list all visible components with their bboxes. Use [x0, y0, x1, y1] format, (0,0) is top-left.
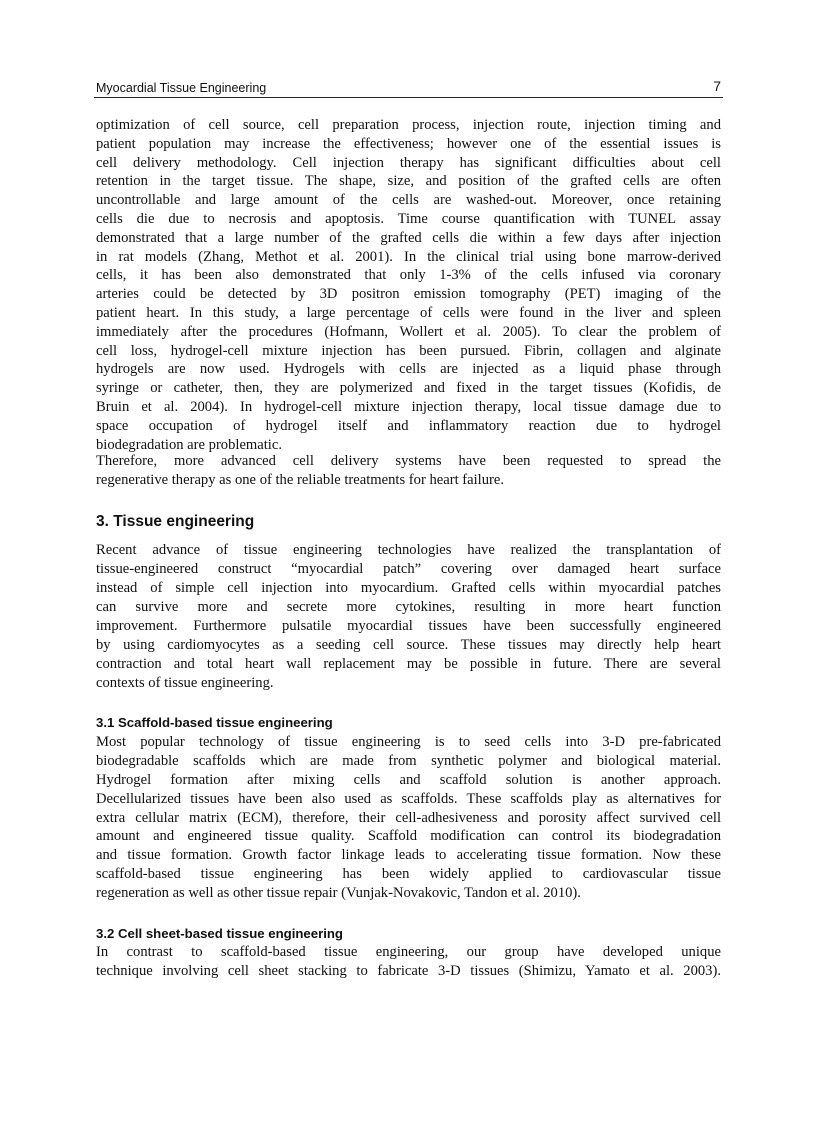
text-line: uncontrollable and large amount of the cells are washed-out. Moreover, once retaining: [96, 192, 721, 209]
text-line: tissue-engineered construct “myocardial patch” covering over damaged heart surface: [96, 561, 721, 577]
text-line: amount and engineered tissue quality. Scaffold modification can control its biodegradation: [96, 828, 721, 845]
header-rule: [94, 97, 723, 98]
text-line: contexts of tissue engineering.: [96, 675, 274, 691]
text-line: cell delivery methodology. Cell injection therapy has significant difficulties about cell: [96, 154, 721, 171]
paragraph-cell-delivery: [96, 116, 721, 454]
text-line: syringe or catheter, then, they are polymerized and fixed in the target tissues (Kofidis, de: [96, 380, 721, 397]
text-line: instead of simple cell injection into myocardium. Grafted cells within myocardial patches: [96, 580, 721, 596]
text-line: hydrogels are now used. Hydrogels with cells are injected as a liquid phase through: [96, 361, 721, 378]
section-heading-tissue-engineering: 3. Tissue engineering: [96, 513, 255, 530]
paragraph-scaffold: [96, 733, 721, 903]
text-line: patient heart. In this study, a large percentage of cells were found in the liver and spleen: [96, 304, 721, 321]
text-line: Bruin et al. 2004). In hydrogel-cell mixture injection therapy, local tissue damage due to: [96, 398, 721, 415]
text-line: arteries could be detected by 3D positron emission tomography (PET) imaging of the: [96, 286, 721, 303]
page-number: 7: [713, 78, 721, 94]
text-line: Most popular technology of tissue engineering is to seed cells into 3-D pre-fabricated: [96, 734, 721, 750]
text-line: cell loss, hydrogel-cell mixture injection has been pursued. Fibrin, collagen and alginate: [96, 342, 721, 359]
paragraph-therefore: [96, 452, 721, 490]
text-line: patient population may increase the effectiveness; however one of the essential issues is: [96, 135, 721, 152]
text-line: Decellularized tissues have been also used as scaffolds. These scaffolds play as alternatives for: [96, 790, 721, 807]
running-title: Myocardial Tissue Engineering: [96, 81, 267, 95]
text-line: Recent advance of tissue engineering technologies have realized the transplantation of: [96, 542, 721, 558]
paragraph-tissue-engineering: [96, 541, 721, 693]
text-line: immediately after the procedures (Hofmann, Wollert et al. 2005). To clear the problem of: [96, 323, 721, 340]
text-line: by using cardiomyocytes as a seeding cell source. These tissues may directly help heart: [96, 637, 721, 653]
text-line: technique involving cell sheet stacking to fabricate 3-D tissues (Shimizu, Yamato et al. 2003).: [96, 962, 721, 979]
text-line: biodegradable scaffolds which are made from synthetic polymer and biological material.: [96, 752, 721, 769]
text-line: demonstrated that a large number of the grafted cells die within a few days after injection: [96, 229, 721, 246]
text-line: and tissue formation. Growth factor linkage leads to accelerating tissue formation. Now these: [96, 847, 721, 864]
text-line: improvement. Furthermore pulsatile myocardial tissues have been successfully engineered: [96, 618, 721, 634]
text-line: optimization of cell source, cell preparation process, injection route, injection timing and: [96, 117, 721, 133]
text-line: space occupation of hydrogel itself and inflammatory reaction due to hydrogel: [96, 417, 721, 434]
text-line: Therefore, more advanced cell delivery systems have been requested to spread the: [96, 453, 721, 469]
text-line: cells die due to necrosis and apoptosis. Time course quantification with TUNEL assay: [96, 210, 721, 227]
text-line: scaffold-based tissue engineering has been widely applied to cardiovascular tissue: [96, 866, 721, 883]
text-line: contraction and total heart wall replacement may be possible in future. There are several: [96, 656, 721, 672]
paragraph-cell-sheet: [96, 943, 721, 981]
running-header: [96, 78, 721, 95]
subsection-heading-cell-sheet: 3.2 Cell sheet-based tissue engineering: [96, 926, 343, 941]
text-line: In contrast to scaffold-based tissue engineering, our group have developed unique: [96, 944, 721, 960]
text-line: in rat models (Zhang, Methot et al. 2001). In the clinical trial using bone marrow-derived: [96, 248, 721, 265]
text-line: extra cellular matrix (ECM), therefore, their cell-adhesiveness and porosity affect survived cell: [96, 809, 721, 826]
text-line: retention in the target tissue. The shape, size, and position of the grafted cells are often: [96, 173, 721, 190]
text-line: regenerative therapy as one of the reliable treatments for heart failure.: [96, 471, 505, 488]
text-line: Hydrogel formation after mixing cells and scaffold solution is another approach.: [96, 771, 721, 788]
text-line: can survive more and secrete more cytokines, resulting in more heart function: [96, 599, 721, 615]
text-line: regeneration as well as other tissue repair (Vunjak-Novakovic, Tandon et al. 2010).: [96, 885, 581, 902]
text-line: cells, it has been also demonstrated that only 1-3% of the cells infused via coronary: [96, 267, 721, 284]
subsection-heading-scaffold: 3.1 Scaffold-based tissue engineering: [96, 715, 333, 730]
text-line: biodegradation are problematic.: [96, 436, 282, 453]
